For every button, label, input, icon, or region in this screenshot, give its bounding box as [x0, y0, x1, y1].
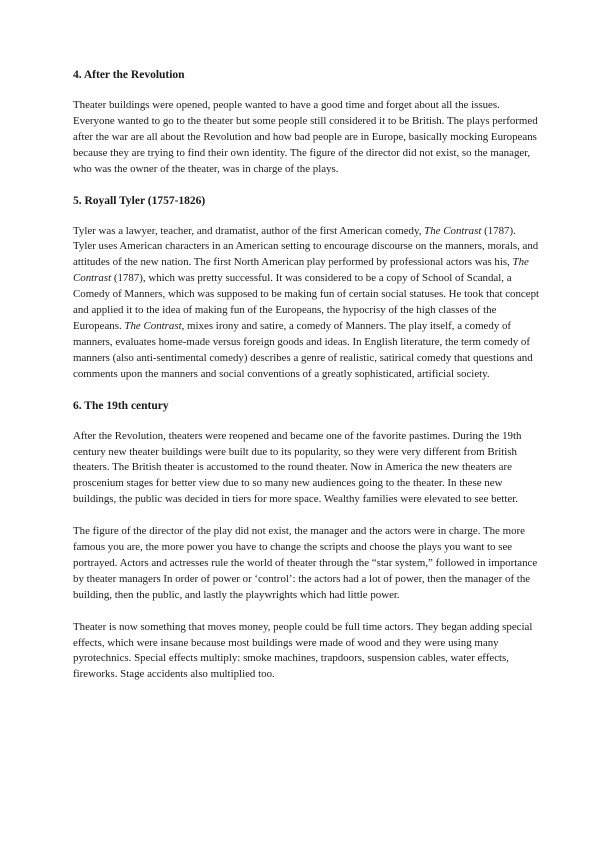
section-heading-after-revolution: 4. After the Revolution: [73, 69, 185, 81]
section-heading-royall-tyler: 5. Royall Tyler (1757-1826): [73, 194, 206, 207]
play-title-the-contrast: The Contrast: [424, 224, 482, 237]
section-heading-19th-century: 6. The 19th century: [73, 399, 169, 412]
play-title-the-contrast: The Contrast: [73, 256, 529, 285]
paragraph-19th-century-theaters: After the Revolution, theaters were reopened and became one of the favorite pastimes. During the 19th century new theater buildings were built due to its popularity, so they were very different from British theaters. The British theater is accustomed to the round theater. Now in America the new theaters are proscenium stages for better view due to so many new audiences going to the theater. In these new buildings, the public was decided in tiers for more space. Wealthy families were elevated to see better.: [73, 429, 522, 506]
paragraph-19th-century-special-effects: Theater is now something that moves money, people could be full time actors. They began adding special effects, which were insane because most buildings were made of wood and they were using many pyrotechnics. Special effects multiply: smoke machines, trapdoors, suspension cables, water effects, fireworks. Stage accidents also multiplied too.: [73, 620, 533, 681]
paragraph-19th-century-star-system: The figure of the director of the play did not exist, the manager and the actors were in charge. The more famous you are, the more power you have to change the scripts and choose the plays you want to see portrayed. Actors and actresses rule the world of theater through the “star system,” followed in importance by theater managers In order of power or ‘control’: the actors had a lot of power, then the manager of the building, then the public, and lastly the playwrights which had little power.: [73, 525, 538, 601]
paragraph-after-revolution: Theater buildings were opened, people wanted to have a good time and forget about all the issues. Everyone wanted to go to the theater but some people still considered it to be British. The plays performed after the war are all about the Revolution and how bad people are in Europe, basically mocking Europeans because they are trying to find their own identity. The figure of the director did not exist, so the manager, who was the owner of the theater, was in charge of the plays.: [73, 99, 538, 175]
text-run: Tyler was a lawyer, teacher, and dramatist, author of the first American comedy,: [73, 224, 425, 237]
play-title-the-contrast: The Contrast: [124, 319, 182, 332]
paragraph-royall-tyler: [73, 224, 540, 383]
text-run: , mixes irony and satire, a comedy of Manners. The play itself, a comedy of manners, evaluates home-made versus foreign goods and ideas. In English literature, the term comedy of manners (also anti-sentimental comedy) describes a genre of realistic, satirical comedy that questions and comments upon the manners and social conventions of a greatly sophisticated, artificial society.: [73, 319, 533, 380]
text-run: (1787), which was pretty successful. It was considered to be a copy of School of Scandal, a Comedy of Manners, which was supposed to be making fun of certain social statuses. He took that concept and applied it to the idea of making fun of the Europeans, the hypocrisy of the high classes of the Europeans.: [73, 272, 540, 332]
text-run: (1787). Tyler uses American characters in an American setting to encourage discourse on the manners, morals, and attitudes of the new nation. The first North American play performed by professional actors was his,: [73, 224, 539, 269]
